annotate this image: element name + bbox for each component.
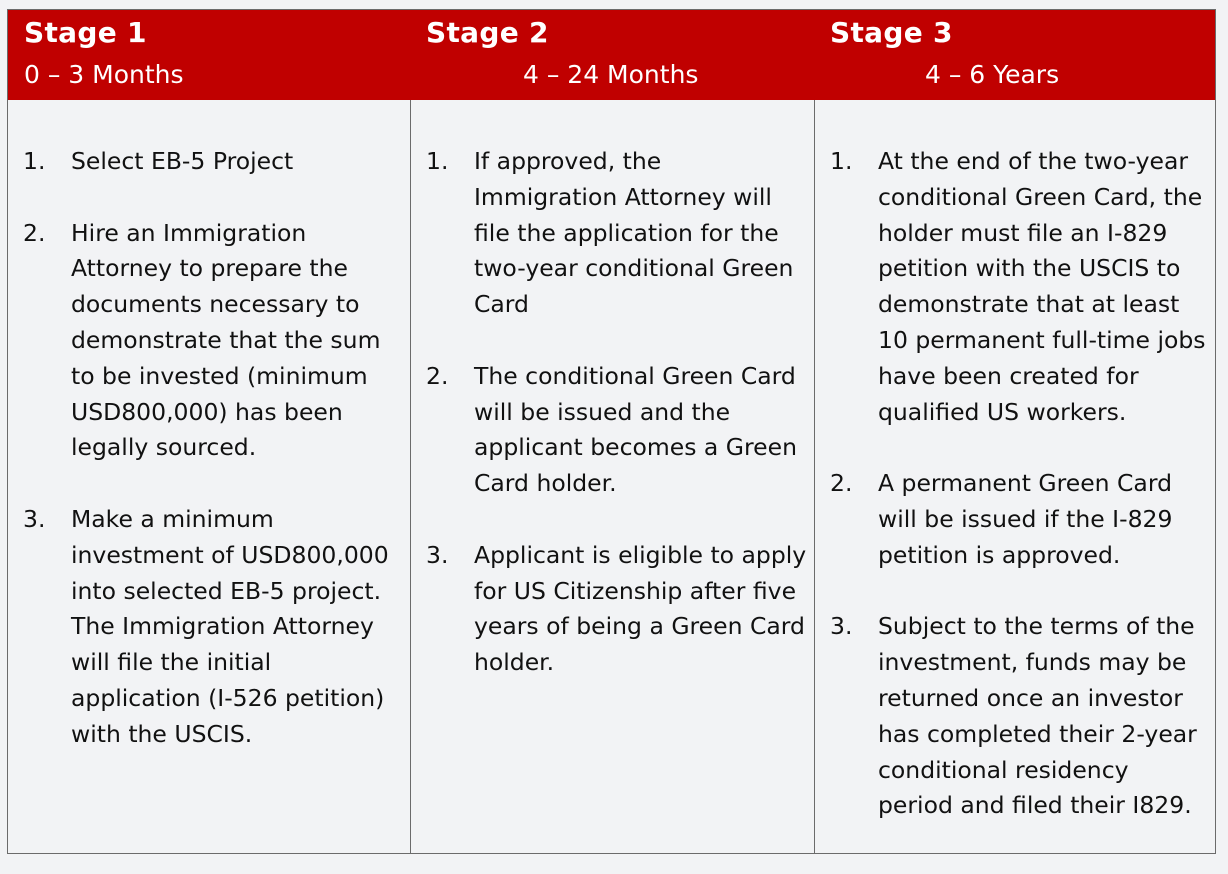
item-number: 2. <box>23 218 46 247</box>
list-item <box>815 466 1216 573</box>
list-item <box>815 609 1216 824</box>
stage-2-column <box>411 100 815 853</box>
list-item <box>815 144 1216 430</box>
item-number: 1. <box>830 147 853 175</box>
stage-3-header <box>814 10 1216 100</box>
item-number: 1. <box>23 147 46 175</box>
stage-title: Stage 2 <box>426 16 549 49</box>
list-item <box>8 144 410 180</box>
list-item <box>411 144 814 323</box>
item-text: The conditional Green Card will be issued and the applicant becomes a Green Card holder. <box>474 361 797 498</box>
stage-title: Stage 3 <box>830 16 953 49</box>
item-number: 2. <box>830 469 853 498</box>
stage-1-header <box>8 10 410 100</box>
stage-3-column <box>815 100 1216 853</box>
item-number: 2. <box>426 361 449 390</box>
stage-title: Stage 1 <box>24 16 147 49</box>
item-number: 3. <box>426 540 449 569</box>
stage-period: 4 – 6 Years <box>925 60 1060 89</box>
list-item <box>8 502 410 753</box>
item-text: Subject to the terms of the investment, funds may be returned once an investor has completed their 2-year conditional residency period and filed their I829. <box>878 612 1197 820</box>
item-text: Make a minimum investment of USD800,000 into selected EB-5 project. The Immigration Attorney will file the initial application (I-526 petition) with the USCIS. <box>71 504 389 748</box>
stage-period: 0 – 3 Months <box>24 60 184 89</box>
item-text: Select EB-5 Project <box>71 147 294 175</box>
item-text: A permanent Green Card will be issued if the I-829 petition is approved. <box>878 469 1173 569</box>
list-item <box>8 216 410 467</box>
stage-period: 4 – 24 Months <box>523 60 699 89</box>
stage-3-steps <box>815 144 1216 854</box>
stage-1-column <box>8 100 411 853</box>
item-text: Hire an Immigration Attorney to prepare the documents necessary to demonstrate that the sum to be invested (minimum USD800,000) has been legally sourced. <box>71 218 381 462</box>
stage-2-steps <box>411 144 814 717</box>
list-item <box>411 359 814 502</box>
eb5-stages-table <box>7 9 1216 854</box>
item-text: If approved, the Immigration Attorney will file the application for the two-year conditional Green Card <box>474 147 794 319</box>
stage-1-steps <box>8 144 410 788</box>
stage-2-header <box>410 10 814 100</box>
item-number: 1. <box>426 147 449 175</box>
item-number: 3. <box>23 504 46 533</box>
table-header-row <box>8 10 1215 100</box>
item-number: 3. <box>830 612 853 641</box>
list-item <box>411 538 814 681</box>
item-text: Applicant is eligible to apply for US Citizenship after five years of being a Green Card holder. <box>474 540 807 677</box>
item-text: At the end of the two-year conditional Green Card, the holder must file an I-829 petition with the USCIS to demonstrate that at least 10 permanent full-time jobs have been created for qualified US workers. <box>878 147 1206 426</box>
